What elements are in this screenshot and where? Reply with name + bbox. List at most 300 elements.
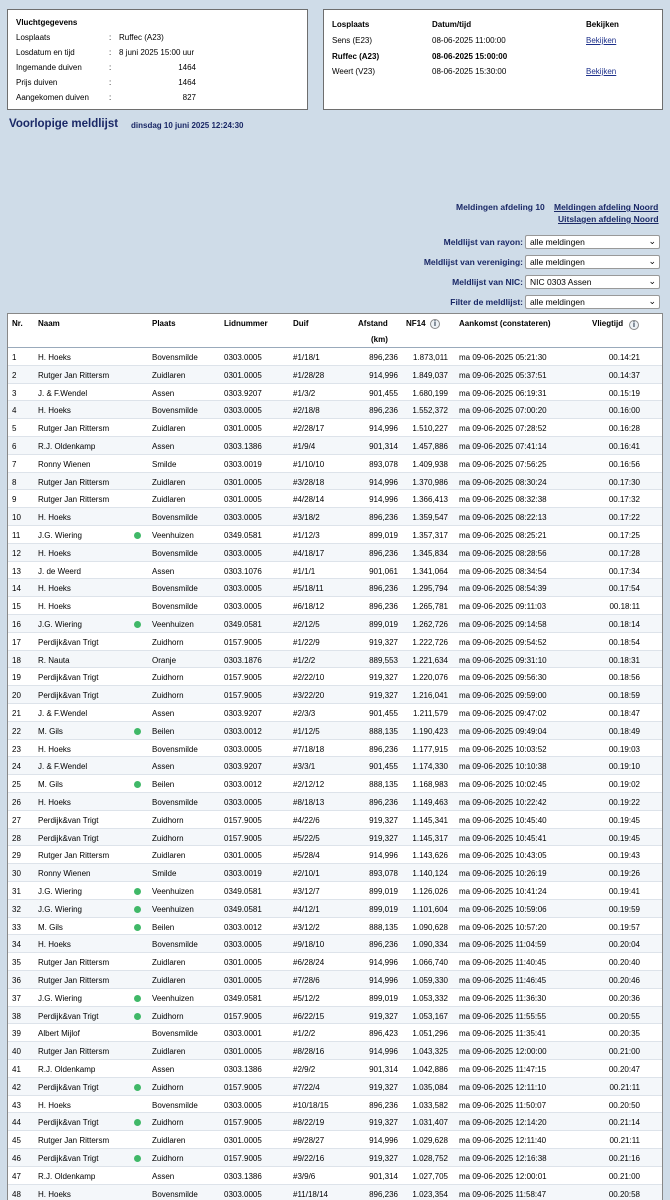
cell-nr: 48 xyxy=(12,1189,21,1199)
cell-naam: H. Hoeks xyxy=(38,940,71,950)
cell-vliegtijd: 00.17:22 xyxy=(608,513,640,523)
release-view-link[interactable]: Bekijken xyxy=(586,36,617,45)
table-row[interactable] xyxy=(8,882,662,900)
link-afdeling-10-label xyxy=(456,202,545,212)
cell-aankomst: ma 09-06-2025 07:28:52 xyxy=(459,424,547,434)
cell-nf14: 1.177,915 xyxy=(412,744,448,754)
table-row[interactable] xyxy=(8,401,662,419)
cell-afstand: 901,314 xyxy=(369,442,398,451)
cell-nf14: 1.359,547 xyxy=(412,513,448,523)
cell-nf14: 1.552,372 xyxy=(412,406,448,416)
cell-naam: Rutger Jan Rittersm xyxy=(38,424,110,434)
release-row xyxy=(324,36,662,48)
cell-aankomst: ma 09-06-2025 10:45:40 xyxy=(459,815,547,825)
cell-aankomst: ma 09-06-2025 07:41:14 xyxy=(459,442,547,451)
cell-naam: J.G. Wiering xyxy=(38,531,83,540)
uitslagen-afdeling-noord-link[interactable]: Uitslagen afdeling Noord xyxy=(558,214,659,224)
cell-plaats: Beilen xyxy=(152,780,175,790)
table-row[interactable] xyxy=(8,775,662,793)
release-header-place: Losplaats xyxy=(332,20,370,29)
cell-afstand: 914,996 xyxy=(369,958,398,968)
cell-nf14: 1.211,579 xyxy=(413,709,448,718)
cell-naam: Rutger Jan Rittersm xyxy=(38,495,110,505)
cell-afstand: 899,019 xyxy=(369,887,398,896)
cell-naam: Rutger Jan Rittersm xyxy=(38,370,110,380)
cell-vliegtijd: 00.20:04 xyxy=(608,940,640,950)
cell-plaats: Zuidlaren xyxy=(152,424,186,434)
cell-nf14: 1.222,726 xyxy=(412,637,448,647)
release-header-view: Bekijken xyxy=(586,20,619,29)
cell-plaats: Assen xyxy=(152,388,175,398)
filter-select-rayon[interactable] xyxy=(525,235,660,249)
cell-plaats: Zuidlaren xyxy=(152,477,186,487)
flight-info-row xyxy=(16,63,306,75)
table-row[interactable] xyxy=(8,989,662,1007)
cell-lidnummer: 0157.9005 xyxy=(224,815,262,825)
cell-naam: R. Nauta xyxy=(38,655,70,665)
cell-nr: 8 xyxy=(12,477,17,487)
cell-duif: #3/18/2 xyxy=(293,513,320,523)
table-row[interactable] xyxy=(8,579,662,597)
cell-aankomst: ma 09-06-2025 11:46:45 xyxy=(459,976,547,985)
cell-afstand: 919,327 xyxy=(369,1011,398,1021)
cell-duif: #1/28/28 xyxy=(293,370,325,380)
table-row[interactable] xyxy=(8,811,662,829)
release-row xyxy=(324,52,662,64)
cell-plaats: Bovensmilde xyxy=(152,513,198,523)
cell-nf14: 1.370,986 xyxy=(412,477,448,487)
cell-vliegtijd: 00.18:54 xyxy=(608,637,640,647)
status-dot-icon xyxy=(134,888,141,895)
cell-afstand: 901,061 xyxy=(369,566,398,576)
cell-lidnummer: 0157.9005 xyxy=(224,1154,262,1163)
cell-naam: H. Hoeks xyxy=(38,1100,71,1110)
cell-nr: 40 xyxy=(12,1047,21,1057)
col-naam: Naam xyxy=(38,319,60,328)
cell-aankomst: ma 09-06-2025 09:31:10 xyxy=(459,655,547,665)
cell-naam: J.G. Wiering xyxy=(38,993,83,1003)
table-row[interactable] xyxy=(8,1167,662,1185)
cell-lidnummer: 0301.0005 xyxy=(224,976,262,985)
table-row[interactable] xyxy=(8,686,662,704)
cell-afstand: 901,314 xyxy=(369,1065,398,1074)
cell-naam: H. Hoeks xyxy=(38,584,71,594)
cell-vliegtijd: 00.19:57 xyxy=(608,922,640,932)
cell-plaats: Veenhuizen xyxy=(152,993,194,1003)
cell-plaats: Assen xyxy=(152,1065,175,1074)
cell-lidnummer: 0349.0581 xyxy=(224,993,262,1003)
cell-naam: H. Hoeks xyxy=(38,513,71,523)
table-row[interactable] xyxy=(8,1185,662,1200)
flight-info-value: 1464 xyxy=(178,63,196,72)
cell-nf14: 1.849,037 xyxy=(412,370,448,380)
cell-aankomst: ma 09-06-2025 08:54:39 xyxy=(459,584,547,594)
cell-afstand: 899,019 xyxy=(369,993,398,1003)
cell-nf14: 1.090,334 xyxy=(412,940,448,950)
cell-nf14: 1.053,167 xyxy=(412,1011,448,1021)
table-row[interactable] xyxy=(8,668,662,686)
table-row[interactable] xyxy=(8,829,662,847)
cell-nf14: 1.221,634 xyxy=(412,655,448,665)
flight-info-row xyxy=(16,78,306,90)
table-row[interactable] xyxy=(8,846,662,864)
cell-plaats: Smilde xyxy=(152,459,177,469)
table-row[interactable] xyxy=(8,508,662,526)
cell-plaats: Zuidhorn xyxy=(152,1011,184,1021)
status-dot-icon xyxy=(134,1084,141,1091)
cell-nr: 6 xyxy=(12,442,17,451)
cell-duif: #1/12/3 xyxy=(293,531,320,540)
cell-vliegtijd: 00.19:03 xyxy=(608,744,640,754)
cell-lidnummer: 0301.0005 xyxy=(224,1047,262,1057)
cell-plaats: Zuidlaren xyxy=(152,958,186,968)
meldingen-afdeling-noord-link[interactable]: Meldingen afdeling Noord xyxy=(554,202,659,212)
cell-plaats: Oranje xyxy=(152,655,177,665)
cell-nr: 1 xyxy=(12,353,17,362)
cell-afstand: 896,236 xyxy=(369,1100,398,1110)
cell-duif: #9/22/16 xyxy=(293,1154,325,1163)
table-row[interactable] xyxy=(8,526,662,544)
table-row[interactable] xyxy=(8,1078,662,1096)
table-row[interactable] xyxy=(8,971,662,989)
table-row[interactable] xyxy=(8,740,662,758)
cell-lidnummer: 0303.1386 xyxy=(224,1065,262,1074)
flight-info-value: 827 xyxy=(182,93,196,102)
cell-naam: Perdijk&van Trigt xyxy=(38,815,99,825)
cell-vliegtijd: 00.19:10 xyxy=(608,762,640,772)
cell-vliegtijd: 00.14:37 xyxy=(608,370,640,380)
cell-aankomst: ma 09-06-2025 10:45:41 xyxy=(459,833,547,843)
cell-lidnummer: 0301.0005 xyxy=(224,477,262,487)
cell-nf14: 1.174,330 xyxy=(412,762,448,772)
cell-nr: 34 xyxy=(12,940,21,950)
cell-duif: #4/18/17 xyxy=(293,548,325,558)
cell-vliegtijd: 00.16:56 xyxy=(608,459,640,469)
cell-aankomst: ma 09-06-2025 09:54:52 xyxy=(459,637,547,647)
table-row[interactable] xyxy=(8,455,662,473)
flight-info-colon: : xyxy=(109,93,112,102)
table-row[interactable] xyxy=(8,722,662,740)
cell-nf14: 1.345,834 xyxy=(412,548,448,558)
table-row[interactable] xyxy=(8,419,662,437)
flight-info-row xyxy=(16,48,306,60)
cell-plaats: Bovensmilde xyxy=(152,353,198,362)
cell-nr: 26 xyxy=(12,798,21,807)
cell-vliegtijd: 00.16:41 xyxy=(608,442,640,451)
cell-nf14: 1.680,199 xyxy=(412,388,448,398)
meldingen-afdeling-10-text: Meldingen afdeling 10 xyxy=(456,202,545,212)
cell-naam: Perdijk&van Trigt xyxy=(38,833,99,843)
col-aankomst: Aankomst (constateren) xyxy=(459,319,551,328)
status-dot-icon xyxy=(134,995,141,1002)
page-title: Voorlopige meldlijst xyxy=(9,118,119,130)
cell-nr: 21 xyxy=(12,709,21,718)
flight-info-value: Ruffec (A23) xyxy=(119,33,164,42)
table-row[interactable] xyxy=(8,757,662,775)
cell-lidnummer: 0303.0005 xyxy=(224,406,262,416)
table-row[interactable] xyxy=(8,597,662,615)
cell-nf14: 1.143,626 xyxy=(412,851,448,861)
table-row[interactable] xyxy=(8,651,662,669)
cell-vliegtijd: 00.17:32 xyxy=(608,495,640,505)
table-row[interactable] xyxy=(8,918,662,936)
page-date: dinsdag 10 juni 2025 12:24:30 xyxy=(131,121,244,130)
release-row xyxy=(324,67,662,79)
cell-duif: #8/18/13 xyxy=(293,798,325,807)
cell-duif: #4/22/6 xyxy=(293,815,320,825)
cell-lidnummer: 0303.0005 xyxy=(224,548,262,558)
col-nf14: NF14 xyxy=(406,319,426,328)
cell-nf14: 1.101,604 xyxy=(412,904,448,914)
cell-vliegtijd: 00.21:11 xyxy=(609,1136,640,1146)
table-row[interactable] xyxy=(8,348,662,366)
cell-naam: M. Gils xyxy=(38,726,63,736)
flight-info-label: Prijs duiven xyxy=(16,78,58,87)
cell-duif: #9/28/27 xyxy=(293,1136,325,1146)
cell-aankomst: ma 09-06-2025 11:50:07 xyxy=(459,1100,547,1110)
cell-vliegtijd: 00.21:11 xyxy=(609,1082,640,1092)
cell-nr: 3 xyxy=(12,388,17,398)
flight-info-row xyxy=(16,33,306,45)
cell-afstand: 914,996 xyxy=(369,976,398,985)
cell-nr: 17 xyxy=(12,637,21,647)
results-table xyxy=(7,313,663,1200)
cell-plaats: Zuidhorn xyxy=(152,833,184,843)
flight-info-colon: : xyxy=(109,78,112,87)
cell-afstand: 901,455 xyxy=(369,709,398,718)
filter-label-rayon: Meldlijst van rayon: xyxy=(443,237,523,247)
cell-naam: Rutger Jan Rittersm xyxy=(38,976,110,985)
cell-plaats: Veenhuizen xyxy=(152,531,194,540)
cell-vliegtijd: 00.19:26 xyxy=(608,869,640,879)
table-row[interactable] xyxy=(8,490,662,508)
table-row[interactable] xyxy=(8,864,662,882)
cell-afstand: 919,327 xyxy=(369,1154,398,1163)
table-row[interactable] xyxy=(8,900,662,918)
cell-nf14: 1.262,726 xyxy=(412,620,448,629)
cell-lidnummer: 0303.0012 xyxy=(224,780,262,790)
filter-value: alle meldingen xyxy=(530,237,585,247)
table-row[interactable] xyxy=(8,437,662,455)
nf14-info-icon[interactable]: i xyxy=(430,319,440,329)
table-row[interactable] xyxy=(8,953,662,971)
cell-afstand: 901,455 xyxy=(369,388,398,398)
filter-value: alle meldingen xyxy=(530,257,585,267)
cell-lidnummer: 0303.0019 xyxy=(224,459,262,469)
cell-naam: Rutger Jan Rittersm xyxy=(38,477,110,487)
cell-afstand: 896,236 xyxy=(369,1189,398,1199)
cell-duif: #2/28/17 xyxy=(293,424,325,434)
cell-lidnummer: 0349.0581 xyxy=(224,904,262,914)
cell-naam: Perdijk&van Trigt xyxy=(38,1011,99,1021)
filter-label-nic: Meldlijst van NIC: xyxy=(452,277,523,287)
cell-vliegtijd: 00.21:00 xyxy=(608,1047,640,1057)
table-row[interactable] xyxy=(8,1007,662,1025)
cell-vliegtijd: 00.20:50 xyxy=(608,1100,640,1110)
cell-duif: #5/18/11 xyxy=(293,584,324,594)
cell-vliegtijd: 00.19:41 xyxy=(608,887,640,896)
cell-aankomst: ma 09-06-2025 11:40:45 xyxy=(459,958,547,968)
cell-nr: 19 xyxy=(12,673,21,683)
cell-afstand: 919,327 xyxy=(369,691,398,701)
table-row[interactable] xyxy=(8,1131,662,1149)
cell-afstand: 888,135 xyxy=(369,922,398,932)
cell-lidnummer: 0303.9207 xyxy=(224,709,262,718)
cell-plaats: Zuidlaren xyxy=(152,976,186,985)
cell-duif: #6/22/15 xyxy=(293,1011,325,1021)
cell-nr: 13 xyxy=(12,566,21,576)
cell-afstand: 919,327 xyxy=(369,833,398,843)
cell-afstand: 899,019 xyxy=(369,904,398,914)
cell-afstand: 888,135 xyxy=(369,726,398,736)
filter-select-vereniging[interactable] xyxy=(525,255,660,269)
cell-aankomst: ma 09-06-2025 09:56:30 xyxy=(459,673,547,683)
cell-plaats: Assen xyxy=(152,566,175,576)
cell-plaats: Beilen xyxy=(152,922,175,932)
cell-nr: 25 xyxy=(12,780,21,790)
table-row[interactable] xyxy=(8,1149,662,1167)
table-row[interactable] xyxy=(8,1113,662,1131)
filter-select-nic[interactable] xyxy=(525,275,660,289)
flight-info-label: Losdatum en tijd xyxy=(16,48,75,57)
cell-aankomst: ma 09-06-2025 10:02:45 xyxy=(459,780,547,790)
cell-naam: M. Gils xyxy=(38,780,63,790)
cell-aankomst: ma 09-06-2025 12:11:40 xyxy=(459,1136,547,1146)
cell-naam: M. Gils xyxy=(38,922,63,932)
cell-afstand: 896,423 xyxy=(369,1029,398,1039)
table-row[interactable] xyxy=(8,473,662,491)
cell-aankomst: ma 09-06-2025 10:10:38 xyxy=(459,762,547,772)
cell-lidnummer: 0349.0581 xyxy=(224,887,262,896)
cell-nf14: 1.220,076 xyxy=(412,673,448,683)
cell-lidnummer: 0157.9005 xyxy=(224,637,262,647)
release-sites-panel xyxy=(323,9,663,110)
vliegtijd-info-icon[interactable]: i xyxy=(629,320,639,330)
cell-duif: #5/22/5 xyxy=(293,833,320,843)
cell-afstand: 914,996 xyxy=(369,424,398,434)
cell-nf14: 1.265,781 xyxy=(412,602,448,612)
release-datetime: 08-06-2025 11:00:00 xyxy=(432,36,506,45)
table-row[interactable] xyxy=(8,935,662,953)
cell-vliegtijd: 00.20:40 xyxy=(608,958,640,968)
cell-nr: 5 xyxy=(12,424,17,434)
cell-aankomst: ma 09-06-2025 11:55:55 xyxy=(459,1011,547,1021)
cell-duif: #3/12/7 xyxy=(293,887,320,896)
cell-plaats: Beilen xyxy=(152,726,175,736)
cell-lidnummer: 0303.0005 xyxy=(224,798,262,807)
cell-lidnummer: 0157.9005 xyxy=(224,1011,262,1021)
table-row[interactable] xyxy=(8,1096,662,1114)
cell-plaats: Zuidhorn xyxy=(152,691,184,701)
release-view-link[interactable]: Bekijken xyxy=(586,67,617,76)
cell-lidnummer: 0349.0581 xyxy=(224,531,262,540)
cell-vliegtijd: 00.19:45 xyxy=(608,815,640,825)
cell-plaats: Veenhuizen xyxy=(152,887,194,896)
cell-nr: 12 xyxy=(12,548,21,558)
table-row[interactable] xyxy=(8,384,662,402)
col-afstand: Afstand xyxy=(358,319,388,328)
cell-plaats: Assen xyxy=(152,709,175,718)
cell-duif: #7/28/6 xyxy=(293,976,320,985)
table-row[interactable] xyxy=(8,615,662,633)
cell-duif: #1/2/2 xyxy=(293,1029,316,1039)
cell-naam: Rutger Jan Rittersm xyxy=(38,958,110,968)
table-row[interactable] xyxy=(8,633,662,651)
cell-duif: #5/12/2 xyxy=(293,993,320,1003)
cell-naam: J.G. Wiering xyxy=(38,620,83,629)
cell-duif: #3/9/6 xyxy=(293,1171,316,1181)
cell-nf14: 1.042,886 xyxy=(412,1065,448,1074)
cell-duif: #1/9/4 xyxy=(293,442,316,451)
cell-nr: 47 xyxy=(12,1171,21,1181)
cell-aankomst: ma 09-06-2025 08:34:54 xyxy=(459,566,547,576)
cell-afstand: 896,236 xyxy=(369,406,398,416)
flight-info-value: 1464 xyxy=(178,78,196,87)
cell-naam: H. Hoeks xyxy=(38,1189,71,1199)
cell-naam: H. Hoeks xyxy=(38,353,71,362)
cell-plaats: Veenhuizen xyxy=(152,620,194,629)
col-vliegtijd: Vliegtijd xyxy=(592,319,624,328)
cell-nr: 2 xyxy=(12,370,17,380)
cell-nf14: 1.066,740 xyxy=(412,958,448,968)
cell-aankomst: ma 09-06-2025 05:21:30 xyxy=(459,353,547,362)
cell-nr: 23 xyxy=(12,744,21,754)
cell-nr: 9 xyxy=(12,495,17,505)
cell-duif: #2/22/10 xyxy=(293,673,325,683)
cell-nr: 39 xyxy=(12,1029,21,1039)
table-row[interactable] xyxy=(8,544,662,562)
table-row[interactable] xyxy=(8,562,662,580)
cell-aankomst: ma 09-06-2025 10:03:52 xyxy=(459,744,547,754)
cell-duif: #7/22/4 xyxy=(293,1082,320,1092)
table-header xyxy=(8,314,662,348)
cell-nf14: 1.090,628 xyxy=(412,922,448,932)
cell-plaats: Smilde xyxy=(152,869,177,879)
table-row[interactable] xyxy=(8,1042,662,1060)
table-row[interactable] xyxy=(8,1024,662,1042)
cell-vliegtijd: 00.18:11 xyxy=(609,602,640,612)
flight-info-panel xyxy=(7,9,308,110)
cell-afstand: 896,236 xyxy=(369,353,398,362)
table-row[interactable] xyxy=(8,793,662,811)
cell-duif: #1/10/10 xyxy=(293,459,325,469)
chevron-down-icon: ⌄ xyxy=(648,276,656,286)
cell-nf14: 1.295,794 xyxy=(412,584,448,594)
cell-lidnummer: 0303.1386 xyxy=(224,442,262,451)
cell-afstand: 901,314 xyxy=(369,1171,398,1181)
cell-afstand: 914,996 xyxy=(369,1047,398,1057)
cell-plaats: Bovensmilde xyxy=(152,602,198,612)
filter-select-filter[interactable] xyxy=(525,295,660,309)
cell-aankomst: ma 09-06-2025 09:11:03 xyxy=(459,602,547,612)
flight-info-label: Losplaats xyxy=(16,33,51,42)
cell-vliegtijd: 00.14:21 xyxy=(608,353,640,362)
table-row[interactable] xyxy=(8,704,662,722)
cell-aankomst: ma 09-06-2025 11:47:15 xyxy=(459,1065,547,1074)
table-row[interactable] xyxy=(8,366,662,384)
cell-lidnummer: 0303.0019 xyxy=(224,869,262,879)
cell-duif: #6/28/24 xyxy=(293,958,325,968)
cell-lidnummer: 0303.1876 xyxy=(224,655,262,665)
cell-vliegtijd: 00.20:47 xyxy=(608,1065,640,1074)
cell-duif: #2/10/1 xyxy=(293,869,320,879)
cell-vliegtijd: 00.15:19 xyxy=(608,388,640,398)
table-row[interactable] xyxy=(8,1060,662,1078)
cell-plaats: Bovensmilde xyxy=(152,798,198,807)
cell-naam: H. Hoeks xyxy=(38,744,71,754)
cell-naam: J.G. Wiering xyxy=(38,904,83,914)
cell-nr: 32 xyxy=(12,904,21,914)
